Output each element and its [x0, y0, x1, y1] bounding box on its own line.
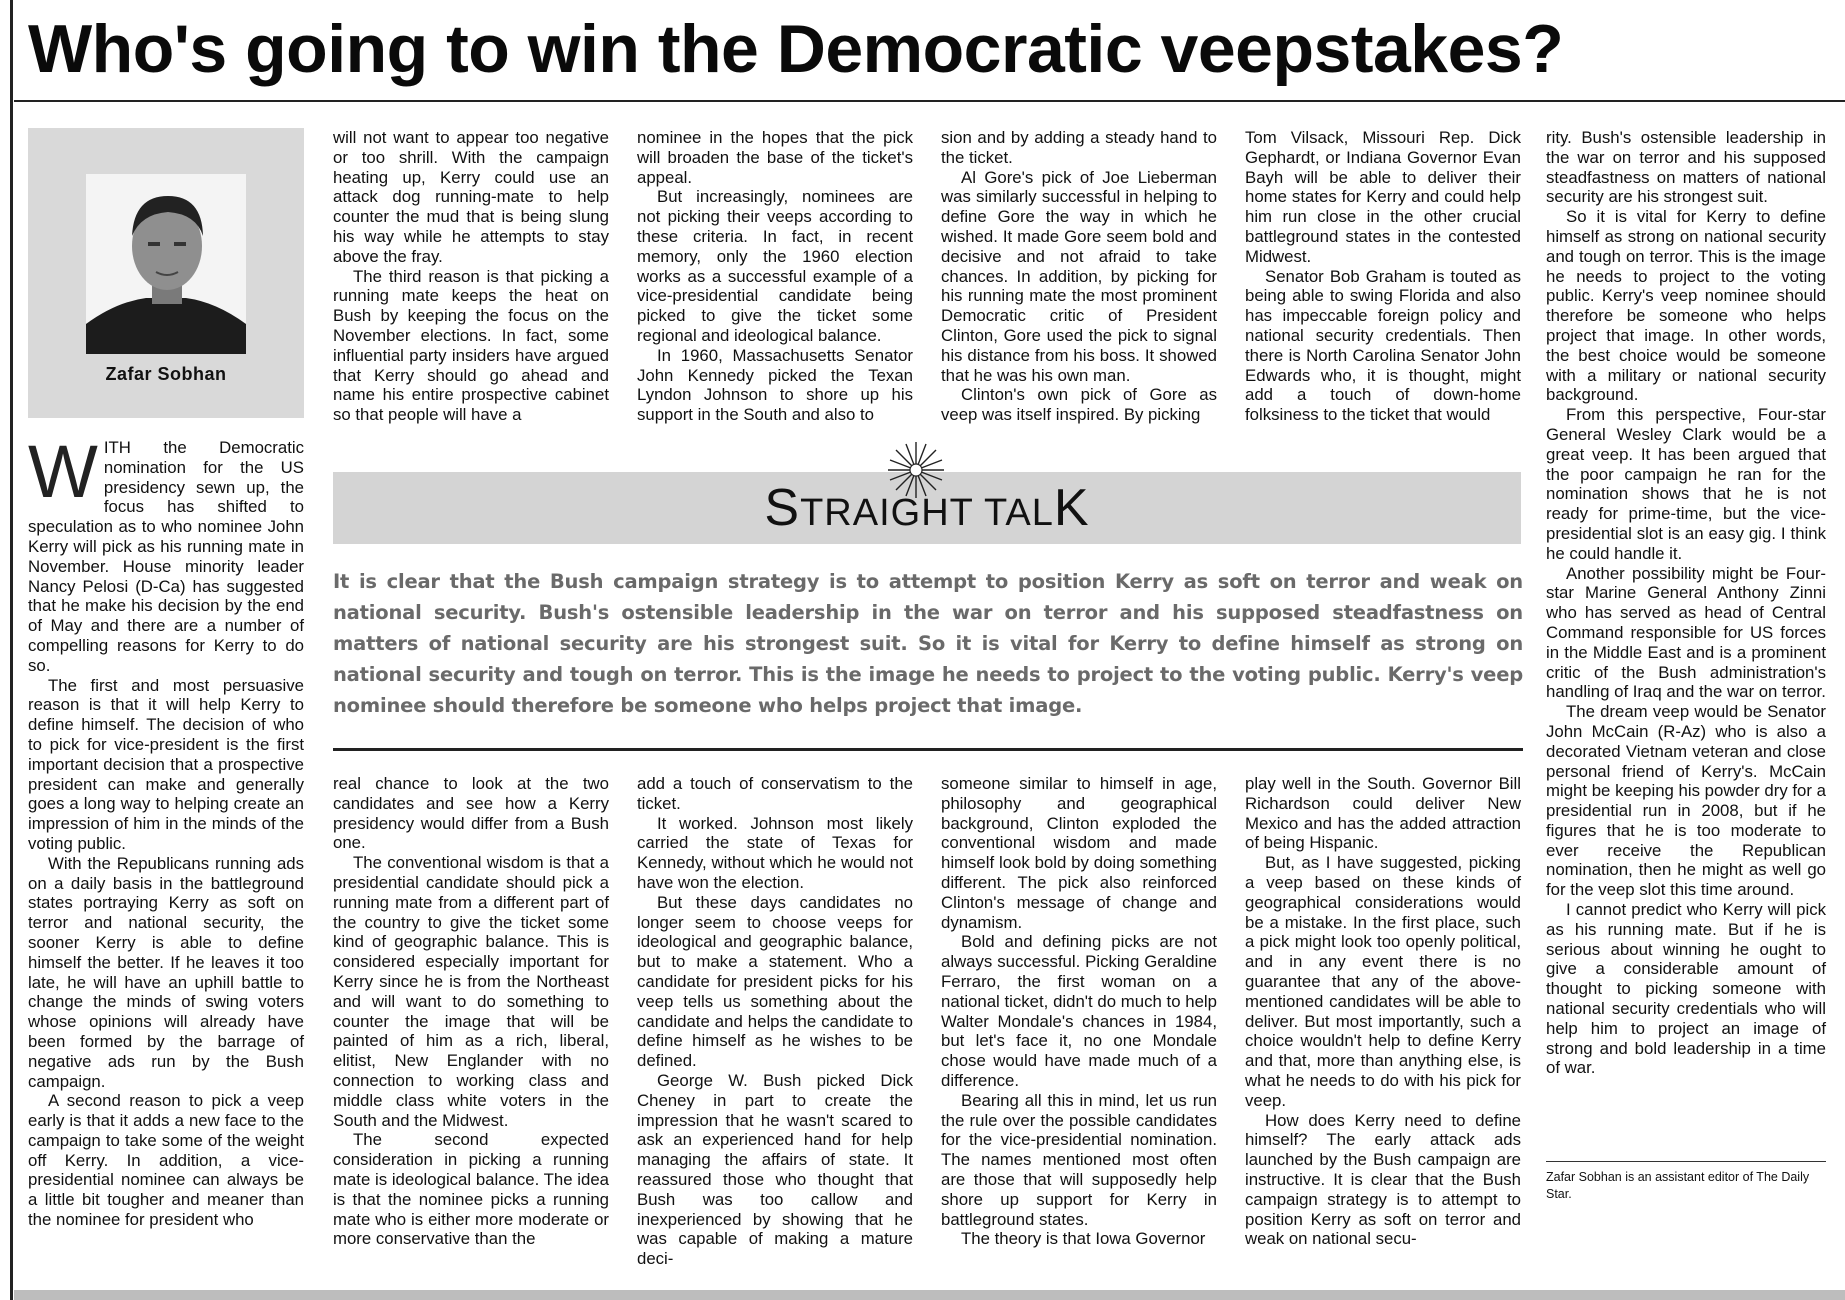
article-paragraph: Clinton's own pick of Gore as veep was itself inspired. By picking [941, 385, 1217, 425]
author-photo [86, 174, 246, 354]
article-paragraph: sion and by adding a steady hand to the ticket. [941, 128, 1217, 167]
article-paragraph: Bold and defining picks are not always successful. Picking Geraldine Ferraro, the first woman on a national ticket, didn't do much to help Walter Mondale's chances in 1984, but let's face it, no one Mondale chose would have made much of a difference. [941, 932, 1217, 1090]
column-title-middle: TRAIGHT TAL [800, 492, 1054, 534]
article-column-4-top [941, 128, 1217, 425]
article-paragraph: How does Kerry need to define himself? The early attack ads launched by the Bush campaign are instructive. It is clear that the Bush campaign strategy is to attempt to position Kerry as soft on terror and weak on national secu- [1245, 1110, 1521, 1249]
bio-rule [1546, 1161, 1826, 1162]
author-portrait-icon [86, 174, 246, 354]
article-column-1 [28, 430, 304, 1230]
article-paragraph: real chance to look at the two candidates and see how a Kerry presidency would differ from a Bush one. [333, 774, 609, 853]
article-paragraph: The dream veep would be Senator John McCain (R-Az) who is also a decorated Vietnam veteran and close personal friend of Kerry's. McCain might be keeping his powder dry for a presidential run in 2008, but if he figures that he is too moderate to ever receive the Republican nomination, then he might as well go for the veep slot this time around. [1546, 702, 1826, 900]
left-border-rule [10, 0, 13, 1300]
article-paragraph: But these days candidates no longer seem to choose veeps for ideological and geographic balance, but to make a statement. Who a candidate for president picks for his veep tells us something about the candidate and helps the candidate to define himself as he wishes to be defined. [637, 892, 913, 1071]
drop-cap: W [28, 430, 98, 513]
column-title [333, 478, 1521, 538]
article-paragraph: Another possibility might be Four-star Marine General Anthony Zinni who has served as head of Central Command responsible for US forces in the Middle East and is a prominent critic of the Bush administration's handling of Iraq and the war on terror. [1546, 563, 1826, 702]
article-paragraph: The first and most persuasive reason is that it will help Kerry to define himself. The decision of who to pick for vice-president is the first important decision that a prospective president can make and generally goes a long way to helping create an impression of him in the minds of the voting public. [28, 675, 304, 853]
article-column-2-top [333, 128, 609, 425]
author-bio: Zafar Sobhan is an assistant editor of The Daily Star. [1546, 1170, 1810, 1201]
article-paragraph: Tom Vilsack, Missouri Rep. Dick Gephardt, or Indiana Governor Evan Bayh will be able to deliver their home states for Kerry and could help him run close in the other crucial battleground states in the contested Midwest. [1245, 128, 1521, 266]
article-paragraph: It worked. Johnson most likely carried the state of Texas for Kennedy, without which he would not have won the election. [637, 813, 913, 892]
article-column-3-bottom [637, 774, 913, 1269]
article-column-3-top [637, 128, 913, 425]
article-column-2-bottom [333, 774, 609, 1249]
column-title-final: K [1053, 479, 1090, 537]
article-paragraph: From this perspective, Four-star General Wesley Clark would be a great veep. It has been argued that the poor campaign he ran for the nomination shows that he is not ready for prime-time, but the vice-presidential slot is an easy gig. I think he could handle it. [1546, 405, 1826, 563]
pull-quote-rule [333, 748, 1523, 751]
bottom-band [14, 1290, 1845, 1300]
article-paragraph [28, 430, 304, 676]
article-paragraph: Bearing all this in mind, let us run the rule over the possible candidates for the vice-presidential nomination. The names mentioned most often are those that will supposedly help shore up support for Kerry in battleground states. [941, 1090, 1217, 1229]
article-paragraph: someone similar to himself in age, philosophy and geographical background, Clinton exploded the conventional wisdom and made himself look bold by doing something different. The pick also reinforced Clinton's message of change and dynamism. [941, 774, 1217, 932]
article-column-5-top [1245, 128, 1521, 425]
article-column-4-bottom [941, 774, 1217, 1249]
article-paragraph: Al Gore's pick of Joe Lieberman was similarly successful in helping to define Gore the way in which he wished. It made Gore seem bold and decisive and not afraid to take chances. In addition, by picking for his running mate the most prominent Democratic critic of President Clinton, Gore used the pick to signal his distance from his boss. It showed that he was his own man. [941, 167, 1217, 385]
article-column-5-bottom [1245, 774, 1521, 1249]
article-paragraph: In 1960, Massachusetts Senator John Kennedy picked the Texan Lyndon Johnson to shore up his support in the South and also to [637, 345, 913, 425]
article-paragraph: With the Republicans running ads on a daily basis in the battleground states portraying Kerry as soft on terror and national security, the sooner Kerry is able to define himself the better. If he leaves it too late, he will have an uphill battle to change the minds of swing voters whose opinions will already have been formed by the barrage of negative ads run by the Bush campaign. [28, 853, 304, 1091]
article-paragraph: The conventional wisdom is that a presidential candidate should pick a running mate from a different part of the country to give the ticket some kind of geographic balance. This is considered especially important for Kerry since he is from the Northeast and will want to do something to counter the image that will be painted of him as a rich, liberal, elitist, New Englander with no connection to working class and middle class white voters in the South and the Midwest. [333, 853, 609, 1130]
article-paragraph: George W. Bush picked Dick Cheney in part to create the impression that he wasn't scared to ask an experienced hand for help managing the affairs of state. It reassured those who thought that Bush was too callow and inexperienced by showing that he was capable of making a mature deci- [637, 1070, 913, 1269]
article-paragraph: rity. Bush's ostensible leadership in the war on terror and his supposed steadfastness on matters of national security are his strongest suit. [1546, 128, 1826, 207]
author-name: Zafar Sobhan [105, 364, 227, 384]
paragraph-text: ITH the Democratic nomination for the US presidency sewn up, the focus has shifted to speculation as to who nominee John Kerry will pick as his running mate in November. House minority leader Nancy Pelosi (D-Ca) has suggested that he make his decision by the end of May and there are a number of compelling reasons for Kerry to do so. [28, 438, 304, 675]
article-paragraph: So it is vital for Kerry to define himself as strong on national security and tough on terror. This is the image he needs to project to the voting public. Kerry's veep nominee should therefore be someone who helps project that image. In other words, the best choice would be someone with a military or national security background. [1546, 207, 1826, 405]
article-paragraph: nominee in the hopes that the pick will broaden the base of the ticket's appeal. [637, 128, 913, 187]
article-paragraph: The theory is that Iowa Governor [961, 1229, 1206, 1249]
headline-rule [14, 100, 1845, 102]
headline: Who's going to win the Democratic veepstakes? [28, 11, 1564, 87]
author-box [28, 128, 304, 418]
article-paragraph: The second expected consideration in picking a running mate is ideological balance. The idea is that the nominee picks a running mate who is either more moderate or more conservative than the [333, 1130, 609, 1249]
article-paragraph: But, as I have suggested, picking a veep based on these kinds of geographical considerations would be a mistake. In the first place, such a pick might look too openly political, and in any event there is no guarantee that any of the above-mentioned candidates will be able to deliver. But most importantly, such a choice wouldn't help to define Kerry and that, more than anything else, is what he needs to do with his pick for veep. [1245, 853, 1521, 1110]
article-paragraph: A second reason to pick a veep early is that it adds a new face to the campaign to take some of the weight off Kerry. In addition, a vice-presidential nominee can always be a little bit tougher and meaner than the nominee for president who [28, 1091, 304, 1230]
article-paragraph: The third reason is that picking a running mate keeps the heat on Bush by keeping the focus on the November elections. In fact, some influential party insiders have argued that Kerry should go ahead and name his entire prospective cabinet so that people will have a [333, 266, 609, 425]
column-title-initial: S [764, 479, 801, 537]
article-paragraph: I cannot predict who Kerry will pick as his running mate. But if he is serious about winning he ought to give a considerable amount of thought to picking someone with national security credentials who will help him to project an image of strong and bold leadership in a time of war. [1546, 900, 1826, 1078]
article-paragraph: But increasingly, nominees are not picking their veeps according to these criteria. In fact, in recent memory, only the 1960 election works as a successful example of a vice-presidential candidate being picked to give the ticket some regional and ideological balance. [637, 187, 913, 345]
article-paragraph: will not want to appear too negative or too shrill. With the campaign heating up, Kerry could use an attack dog running-mate to help counter the mud that is being slung his way while he attempts to stay above the fray. [333, 128, 609, 266]
article-column-6 [1546, 128, 1826, 1078]
article-paragraph: Senator Bob Graham is touted as being able to swing Florida and also has impeccable foreign policy and national security credentials. Then there is North Carolina Senator John Edwards who, it is thought, might add a touch of down-home folksiness to the ticket that would [1245, 266, 1521, 425]
article-paragraph: add a touch of conservatism to the ticket. [637, 774, 913, 813]
pull-quote: It is clear that the Bush campaign strategy is to attempt to position Kerry as soft on terror and weak on national security. Bush's ostensible leadership in the war on terror and his supposed steadfastness on matters of national security are his strongest suit. So it is vital for Kerry to define himself as strong on national security and tough on terror. This is the image he needs to project to the voting public. Kerry's veep nominee should therefore be someone who helps project that image. [333, 570, 1523, 717]
article-paragraph: play well in the South. Governor Bill Richardson could deliver New Mexico and has the added attraction of being Hispanic. [1245, 774, 1521, 853]
